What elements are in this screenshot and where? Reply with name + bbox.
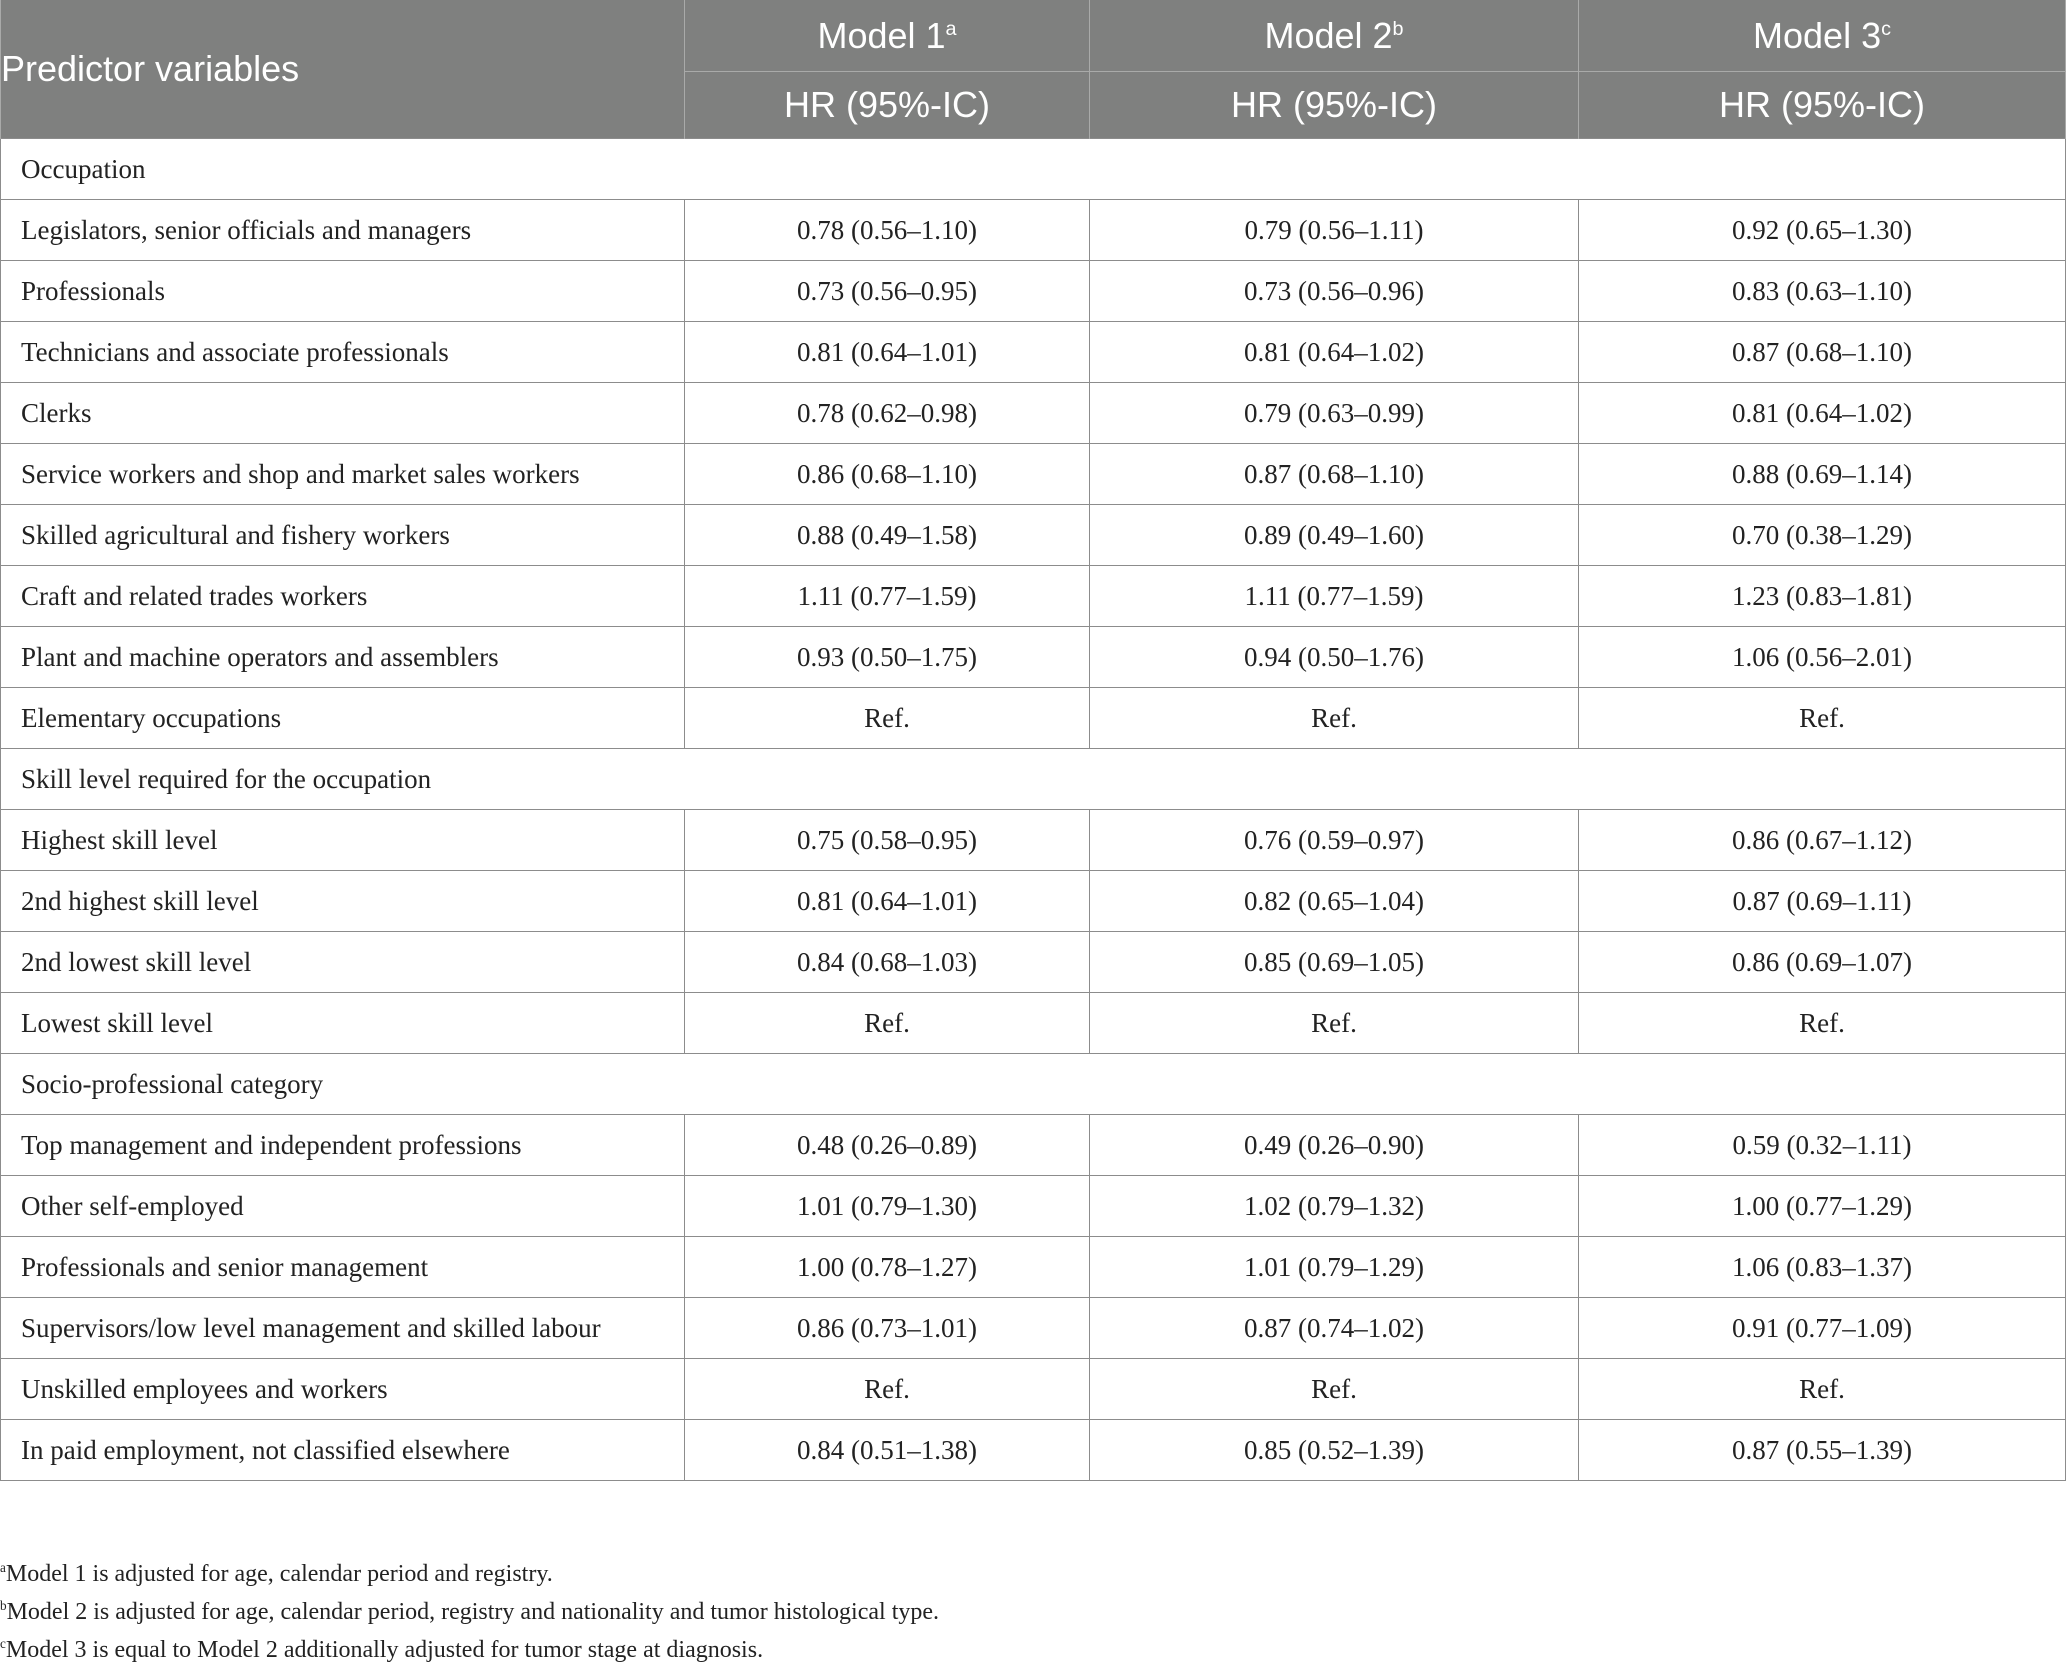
row-label: In paid employment, not classified elsewhere (1, 1420, 685, 1481)
model-2-value: 0.76 (0.59–0.97) (1090, 810, 1579, 871)
model-2-header (1090, 0, 1579, 72)
model-1-value: 1.01 (0.79–1.30) (685, 1176, 1090, 1237)
section-row (1, 1054, 2066, 1115)
row-label: Supervisors/low level management and skilled labour (1, 1298, 685, 1359)
header-row-models (1, 0, 2066, 72)
row-label: Other self-employed (1, 1176, 685, 1237)
model-2-footnote-mark: b (1392, 17, 1404, 40)
model-3-value: 0.83 (0.63–1.10) (1579, 261, 2066, 322)
model-1-value: 0.86 (0.73–1.01) (685, 1298, 1090, 1359)
table-row (1, 688, 2066, 749)
model-2-value: 0.89 (0.49–1.60) (1090, 505, 1579, 566)
footnote-b (0, 1593, 939, 1631)
table-row (1, 1115, 2066, 1176)
model-1-value: 0.93 (0.50–1.75) (685, 627, 1090, 688)
model-1-value: 0.84 (0.68–1.03) (685, 932, 1090, 993)
section-title: Socio-professional category (1, 1054, 2066, 1115)
model-1-hr-header: HR (95%-IC) (685, 72, 1090, 139)
table-row (1, 322, 2066, 383)
model-3-header (1579, 0, 2066, 72)
row-label: Professionals and senior management (1, 1237, 685, 1298)
model-3-value: 0.70 (0.38–1.29) (1579, 505, 2066, 566)
row-label: Unskilled employees and workers (1, 1359, 685, 1420)
model-1-value: 0.84 (0.51–1.38) (685, 1420, 1090, 1481)
model-3-hr-header: HR (95%-IC) (1579, 72, 2066, 139)
model-3-value: Ref. (1579, 1359, 2066, 1420)
table-row (1, 383, 2066, 444)
table-row (1, 1176, 2066, 1237)
model-2-value: Ref. (1090, 1359, 1579, 1420)
model-1-value: 1.11 (0.77–1.59) (685, 566, 1090, 627)
table-body (1, 139, 2066, 1481)
section-title: Skill level required for the occupation (1, 749, 2066, 810)
row-label: Clerks (1, 383, 685, 444)
model-1-value: 0.75 (0.58–0.95) (685, 810, 1090, 871)
model-3-value: 0.86 (0.69–1.07) (1579, 932, 2066, 993)
row-label: Elementary occupations (1, 688, 685, 749)
table-row (1, 932, 2066, 993)
model-3-value: 0.81 (0.64–1.02) (1579, 383, 2066, 444)
model-2-value: 0.49 (0.26–0.90) (1090, 1115, 1579, 1176)
model-1-footnote-mark: a (945, 17, 957, 40)
table-row (1, 1359, 2066, 1420)
model-3-value: Ref. (1579, 688, 2066, 749)
footnote-b-text: Model 2 is adjusted for age, calendar period, registry and nationality and tumor histological type. (6, 1599, 940, 1625)
model-1-value: Ref. (685, 1359, 1090, 1420)
table-row (1, 1237, 2066, 1298)
model-3-value: 1.06 (0.56–2.01) (1579, 627, 2066, 688)
footnote-c (0, 1631, 939, 1669)
row-label: Craft and related trades workers (1, 566, 685, 627)
table-row (1, 993, 2066, 1054)
model-2-value: Ref. (1090, 688, 1579, 749)
model-1-value: 0.81 (0.64–1.01) (685, 322, 1090, 383)
table-row (1, 505, 2066, 566)
table-row (1, 200, 2066, 261)
model-1-value: 0.78 (0.62–0.98) (685, 383, 1090, 444)
model-3-value: 0.87 (0.69–1.11) (1579, 871, 2066, 932)
predictor-variables-header: Predictor variables (1, 0, 685, 139)
model-1-value: 0.73 (0.56–0.95) (685, 261, 1090, 322)
section-title: Occupation (1, 139, 2066, 200)
table-row (1, 871, 2066, 932)
model-2-value: Ref. (1090, 993, 1579, 1054)
model-3-value: 0.86 (0.67–1.12) (1579, 810, 2066, 871)
model-2-value: 0.82 (0.65–1.04) (1090, 871, 1579, 932)
row-label: Skilled agricultural and fishery workers (1, 505, 685, 566)
row-label: 2nd lowest skill level (1, 932, 685, 993)
model-2-value: 1.11 (0.77–1.59) (1090, 566, 1579, 627)
table-row (1, 444, 2066, 505)
model-1-value: 0.48 (0.26–0.89) (685, 1115, 1090, 1176)
model-2-value: 0.79 (0.56–1.11) (1090, 200, 1579, 261)
section-row (1, 749, 2066, 810)
model-3-value: 1.06 (0.83–1.37) (1579, 1237, 2066, 1298)
model-2-value: 0.73 (0.56–0.96) (1090, 261, 1579, 322)
table-row (1, 1298, 2066, 1359)
footnotes (0, 1555, 939, 1669)
model-3-value: 1.00 (0.77–1.29) (1579, 1176, 2066, 1237)
footnote-b-mark: b (0, 1598, 7, 1613)
table-row (1, 566, 2066, 627)
table-row (1, 261, 2066, 322)
table-row (1, 1420, 2066, 1481)
footnote-c-text: Model 3 is equal to Model 2 additionally adjusted for tumor stage at diagnosis. (5, 1637, 764, 1663)
row-label: 2nd highest skill level (1, 871, 685, 932)
row-label: Technicians and associate professionals (1, 322, 685, 383)
model-2-value: 1.02 (0.79–1.32) (1090, 1176, 1579, 1237)
model-3-value: 1.23 (0.83–1.81) (1579, 566, 2066, 627)
row-label: Professionals (1, 261, 685, 322)
model-3-label: Model 3 (1753, 14, 1882, 56)
model-3-value: Ref. (1579, 993, 2066, 1054)
row-label: Lowest skill level (1, 993, 685, 1054)
model-1-value: Ref. (685, 993, 1090, 1054)
model-1-header (685, 0, 1090, 72)
model-3-value: 0.92 (0.65–1.30) (1579, 200, 2066, 261)
model-3-value: 0.91 (0.77–1.09) (1579, 1298, 2066, 1359)
model-3-value: 0.88 (0.69–1.14) (1579, 444, 2066, 505)
model-1-label: Model 1 (817, 14, 946, 56)
footnote-a-text: Model 1 is adjusted for age, calendar period and registry. (5, 1561, 553, 1587)
row-label: Top management and independent professions (1, 1115, 685, 1176)
table-header (1, 0, 2066, 139)
model-1-value: 0.88 (0.49–1.58) (685, 505, 1090, 566)
model-3-value: 0.59 (0.32–1.11) (1579, 1115, 2066, 1176)
model-3-footnote-mark: c (1881, 17, 1891, 40)
model-3-value: 0.87 (0.55–1.39) (1579, 1420, 2066, 1481)
row-label: Plant and machine operators and assemblers (1, 627, 685, 688)
model-2-value: 0.81 (0.64–1.02) (1090, 322, 1579, 383)
footnote-a-mark: a (0, 1560, 6, 1575)
model-2-value: 0.94 (0.50–1.76) (1090, 627, 1579, 688)
model-2-value: 0.85 (0.52–1.39) (1090, 1420, 1579, 1481)
model-2-label: Model 2 (1264, 14, 1393, 56)
row-label: Service workers and shop and market sales workers (1, 444, 685, 505)
table-row (1, 627, 2066, 688)
model-2-value: 0.87 (0.68–1.10) (1090, 444, 1579, 505)
row-label: Legislators, senior officials and managers (1, 200, 685, 261)
model-1-value: Ref. (685, 688, 1090, 749)
model-3-value: 0.87 (0.68–1.10) (1579, 322, 2066, 383)
model-2-value: 1.01 (0.79–1.29) (1090, 1237, 1579, 1298)
model-2-value: 0.85 (0.69–1.05) (1090, 932, 1579, 993)
model-1-value: 1.00 (0.78–1.27) (685, 1237, 1090, 1298)
section-row (1, 139, 2066, 200)
model-2-value: 0.87 (0.74–1.02) (1090, 1298, 1579, 1359)
table-row (1, 810, 2066, 871)
model-2-value: 0.79 (0.63–0.99) (1090, 383, 1579, 444)
footnote-a (0, 1555, 939, 1593)
model-1-value: 0.78 (0.56–1.10) (685, 200, 1090, 261)
model-2-hr-header: HR (95%-IC) (1090, 72, 1579, 139)
footnote-c-mark: c (0, 1636, 6, 1651)
model-1-value: 0.86 (0.68–1.10) (685, 444, 1090, 505)
row-label: Highest skill level (1, 810, 685, 871)
model-1-value: 0.81 (0.64–1.01) (685, 871, 1090, 932)
